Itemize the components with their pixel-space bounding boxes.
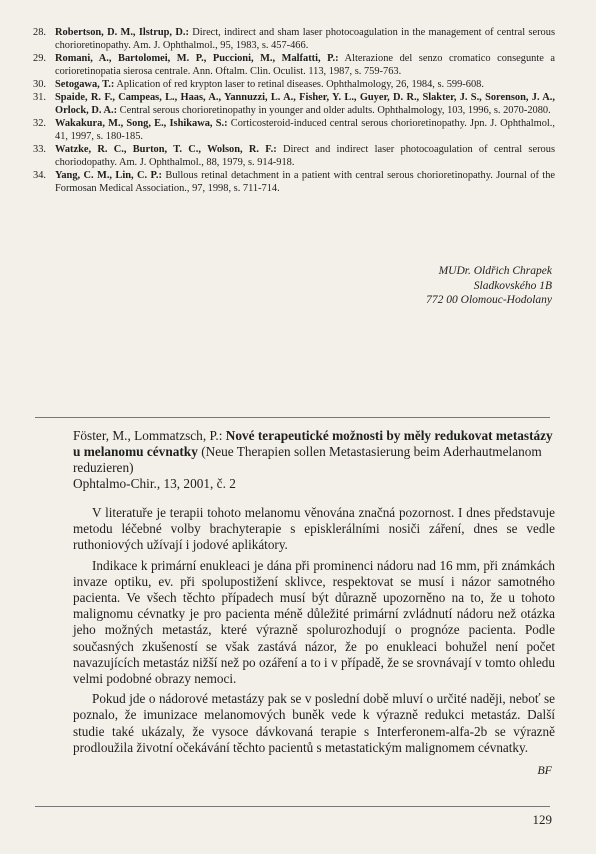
reference-text: Direct, indirect and sham laser photocoagulation in the management of central serous chorioretinopathy. Am. J. Ophthalmol., 95, 1983, s. 457-466.	[55, 27, 555, 51]
reference-item	[33, 118, 555, 143]
body-paragraph: V literatuře je terapii tohoto melanomu věnována značná pozornost. I dnes představuje metodu léčebné volby brachyterapie s episklerálními nosiči záření, dnes se vedle ruthoniových užívají i jodové aplikátory.	[73, 505, 555, 553]
reference-number: 32.	[33, 118, 46, 130]
reference-authors: Robertson, D. M., Ilstrup, D.:	[55, 27, 189, 38]
citation-title: Nové terapeutické možnosti by měly redukovat metastázy u melanomu cévnatky	[73, 428, 553, 459]
review-body	[73, 505, 555, 760]
reference-item	[33, 79, 555, 92]
footer-divider	[35, 806, 550, 807]
address-street: Sladkovského 1B	[473, 279, 552, 292]
reference-number: 34.	[33, 170, 46, 182]
reference-number: 30.	[33, 79, 46, 90]
reference-authors: Wakakura, M., Song, E., Ishikawa, S.:	[55, 118, 228, 130]
reference-list	[33, 27, 555, 196]
reference-number: 33.	[33, 144, 46, 156]
reference-item	[33, 170, 555, 195]
reference-text: Bullous retinal detachment in a patient with central serous chorioretinopathy. Journal of the Formosan Medical Association., 97, 1998, s. 711-714.	[55, 170, 555, 194]
reference-authors: Romani, A., Bartolomei, M. P., Puccioni, M., Malfatti, P.:	[55, 53, 339, 64]
citation-authors: Föster, M., Lommatzsch, P.:	[73, 428, 223, 443]
reference-text: Aplication of red krypton laser to retinal diseases. Ophthalmology, 26, 1984, s. 599-608.	[114, 79, 484, 90]
reference-authors: Yang, C. M., Lin, C. P.:	[55, 170, 162, 182]
reference-item	[33, 27, 555, 52]
reference-text: Corticosteroid-induced central serous chorioretinopathy. Jpn. J. Ophthalmol., 41, 1997, s. 180-185.	[55, 118, 556, 142]
reference-text: Direct and indirect laser photocoagulation of central serous choriodopathy. Am. J. Ophthalmol., 88, 1979, s. 914-918.	[55, 144, 555, 168]
citation-source: Ophtalmo-Chir., 13, 2001, č. 2	[73, 476, 236, 491]
reference-authors: Watzke, R. C., Burton, T. C., Wolson, R. F.:	[55, 144, 277, 156]
reference-authors: Spaide, R. F., Campeas, L., Haas, A., Yannuzzi, L. A., Fisher, Y. L., Guyer, D. R., Slakter, J. S., Sorenson, J. A., Orlock, D. A.:	[55, 92, 555, 116]
reference-authors: Setogawa, T.:	[55, 79, 115, 90]
reference-item	[33, 144, 555, 169]
reference-text: Central serous chorioretinopathy in younger and older adults. Ophthalmology, 103, 1996, s. 2070-2080.	[117, 105, 551, 116]
body-paragraph: Indikace k primární enukleaci je dána při prominenci nádoru nad 16 mm, při známkách invaze optiku, ev. při spolupostižení sklivce, respektovat se musí i názor samotného pacienta. Ve všech těchto případech musí být důrazně upozorněno na to, že u tohoto malignomu cévnatky je pro pacienta méně důležité primární zvládnutí nádoru než otázka jeho možných metastáz, které výrazně spolurozhodují o prognóze pacienta. Podle současných zkušeností se však zastává názor, že po enukleaci bohužel není počet navazujících metastáz nižší než po ozáření a to i v případě, že se srovnávají v tomto ohledu velmi podobné obrazy nemoci.	[73, 557, 555, 687]
reviewer-signature: BF	[537, 763, 552, 777]
review-citation	[73, 428, 553, 492]
address-name: MUDr. Oldřich Chrapek	[438, 265, 552, 277]
reference-number: 29.	[33, 53, 46, 64]
citation-original-title: (Neue Therapien sollen Metastasierung beim Aderhautmelanom reduzieren)	[73, 444, 542, 475]
reference-item	[33, 53, 555, 78]
author-address	[426, 264, 552, 308]
reference-number: 31.	[33, 92, 46, 104]
page-number: 129	[532, 812, 552, 827]
address-city: 772 00 Olomouc-Hodolany	[426, 294, 552, 307]
body-paragraph: Pokud jde o nádorové metastázy pak se v poslední době mluví o určité naději, neboť se poznalo, že imunizace melanomových buněk vede k výrazně redukci metastáz. Další studie také ukázaly, že vysoce dávkovaná terapie s Interferonem-alfa-2b se výrazně prodloužila životní očekávání těchto pacientů s metastatickým malignomem cévnatky.	[73, 691, 555, 755]
reference-item	[33, 92, 555, 117]
reference-number: 28.	[33, 27, 46, 38]
reference-text: Alterazione del senzo cromatico consegunte a corioretinopatia sierosa centrale. Ann. Oftalm. Clin. Oculist. 113, 1987, s. 759-763.	[55, 53, 555, 77]
section-divider	[35, 417, 550, 418]
